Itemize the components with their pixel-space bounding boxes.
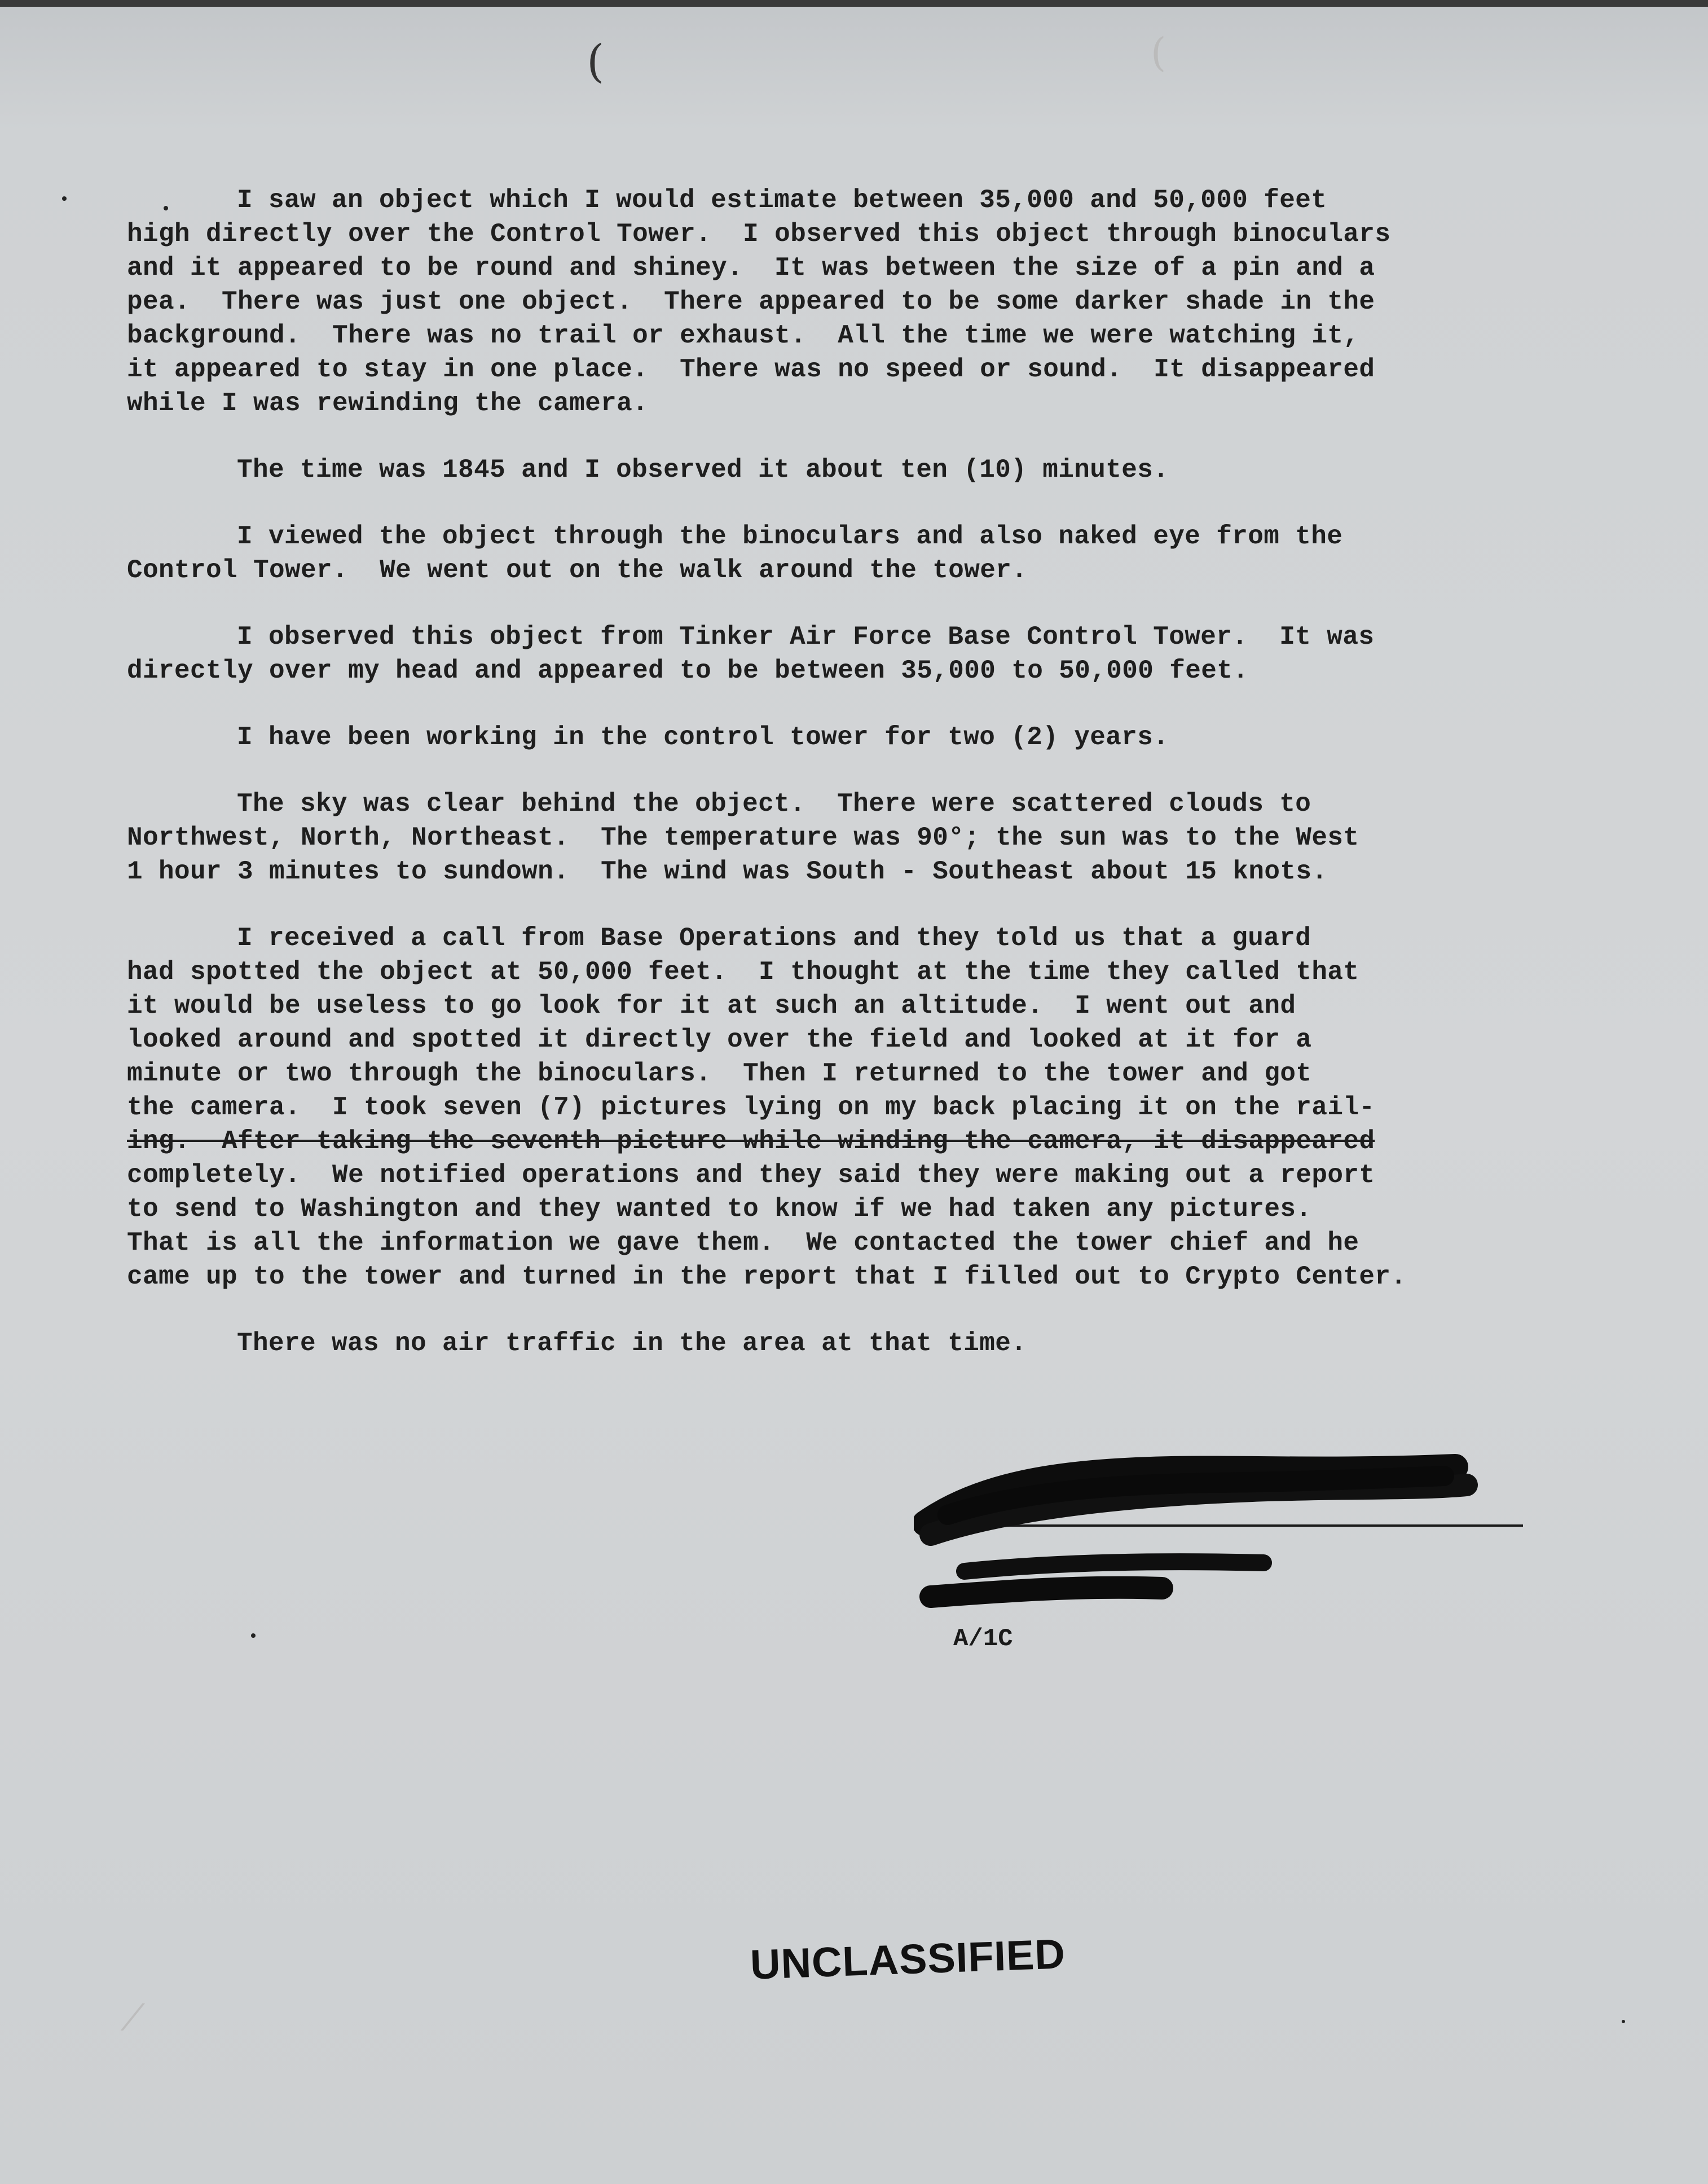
redacted-signature (914, 1450, 1546, 1642)
scan-top-edge (0, 0, 1708, 7)
text-line: completely. We notified operations and they said they were making out a report (127, 1161, 1375, 1190)
paragraph-viewing (127, 520, 1602, 587)
text-line: I saw an object which I would estimate between 35,000 and 50,000 feet (237, 186, 1327, 215)
text-line: and it appeared to be round and shiney. It was between the size of a pin and a (127, 253, 1375, 283)
text-line: I viewed the object through the binoculars and also naked eye from the (237, 522, 1343, 551)
text-line: ing. After taking the seventh picture while winding the camera, it disappeared (127, 1127, 1375, 1156)
paragraph-location (127, 620, 1602, 688)
paragraph-report (127, 921, 1602, 1294)
text-line: background. There was no trail or exhaust. All the time we were watching it, (127, 321, 1359, 350)
text-line: There was no air traffic in the area at that time. (237, 1329, 1027, 1358)
text-line: That is all the information we gave them. We contacted the tower chief and he (127, 1228, 1359, 1258)
punch-dot (164, 206, 168, 210)
redaction-scribble (914, 1450, 1546, 1642)
text-line: directly over my head and appeared to be between 35,000 to 50,000 feet. (127, 656, 1249, 685)
text-line: came up to the tower and turned in the report that I filled out to Crypto Center. (127, 1262, 1407, 1291)
signature-rank: A/1C (953, 1625, 1013, 1653)
text-line: The time was 1845 and I observed it about ten (10) minutes. (237, 455, 1169, 485)
paragraph-experience (237, 720, 1602, 754)
text-line: had spotted the object at 50,000 feet. I thought at the time they called that (127, 957, 1359, 987)
punch-dot (1622, 2020, 1625, 2023)
text-line: I received a call from Base Operations and they told us that a guard (237, 924, 1311, 953)
stray-mark: ( (587, 35, 605, 87)
text-line: it appeared to stay in one place. There was no speed or sound. It disappeared (127, 355, 1375, 384)
text-line: I observed this object from Tinker Air Force Base Control Tower. It was (237, 622, 1375, 652)
stray-mark-faint: ( (1151, 29, 1166, 76)
text-line: high directly over the Control Tower. I observed this object through binoculars (127, 219, 1391, 249)
statement-body (127, 183, 1602, 1393)
text-line: I have been working in the control tower for two (2) years. (237, 723, 1169, 752)
text-line: Northwest, North, Northeast. The temperature was 90°; the sun was to the West (127, 823, 1359, 852)
classification-stamp: UNCLASSIFIED (749, 1930, 1067, 1988)
paragraph-time (237, 453, 1602, 487)
paragraph-weather (127, 787, 1602, 889)
text-line: minute or two through the binoculars. Then I returned to the tower and got (127, 1059, 1312, 1088)
punch-dot (251, 1633, 256, 1638)
text-line: The sky was clear behind the object. There were scattered clouds to (237, 789, 1311, 819)
text-line: to send to Washington and they wanted to know if we had taken any pictures. (127, 1194, 1312, 1224)
faint-corner-mark: ⁄ (130, 1997, 136, 2039)
text-line: it would be useless to go look for it at such an altitude. I went out and (127, 991, 1296, 1021)
text-line: 1 hour 3 minutes to sundown. The wind was South - Southeast about 15 knots. (127, 857, 1328, 886)
text-line: while I was rewinding the camera. (127, 389, 649, 418)
text-line: Control Tower. We went out on the walk around the tower. (127, 556, 1028, 585)
text-line: pea. There was just one object. There appeared to be some darker shade in the (127, 287, 1375, 317)
paragraph-traffic (237, 1326, 1602, 1360)
paragraph-observation (127, 183, 1602, 420)
punch-dot (62, 196, 67, 201)
text-line: the camera. I took seven (7) pictures lying on my back placing it on the rail- (127, 1093, 1375, 1122)
text-line: looked around and spotted it directly over the field and looked at it for a (127, 1025, 1312, 1054)
